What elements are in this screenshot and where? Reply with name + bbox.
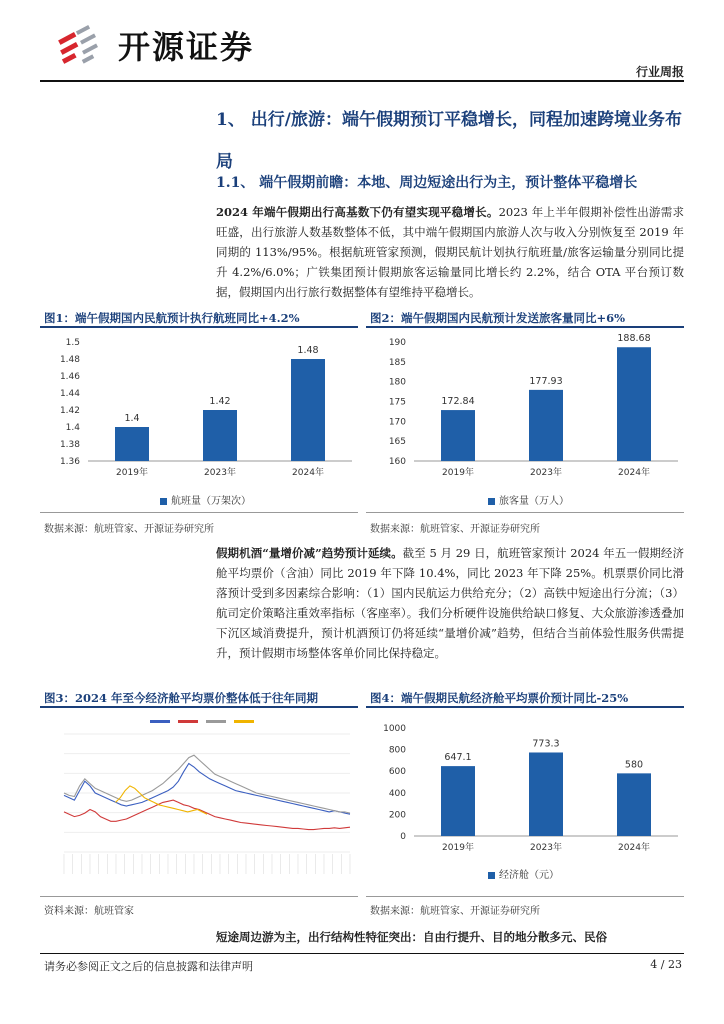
section-title: 1、 出行/旅游：端午假期预订平稳增长，同程加速跨境业务布局 [216,110,682,172]
paragraph-2 [216,543,684,663]
legend-swatch [206,720,226,723]
bar [291,359,325,461]
y-tick-label: 160 [388,457,406,467]
fig2-legend [488,492,569,507]
bar-data-label: 188.68 [617,333,651,345]
x-tick-label: 2019年 [116,468,148,478]
footer-divider [40,953,684,954]
x-tick-label: 2024年 [618,843,650,853]
fig4-rule [366,706,684,708]
paragraph-1-lead: 2024 年端午假期出行高基数下仍有望实现平稳增长。 [216,205,499,219]
paragraph-1 [216,202,684,302]
y-tick-label: 1.44 [59,389,80,399]
bar [617,773,651,836]
y-tick-label: 1.46 [59,372,80,382]
fig3-bottom-rule [40,896,358,897]
fig3-source: 资料来源：航班管家 [44,906,134,917]
y-tick-label: 190 [388,338,406,348]
y-tick-label: 180 [388,377,406,388]
y-tick-label: 1.5 [65,338,80,348]
x-tick-label: 2024年 [618,468,650,478]
y-tick-label: 1.42 [59,406,80,416]
y-tick-label: 165 [388,437,406,448]
bar-data-label: 773.3 [532,738,560,750]
fig4-legend [488,866,559,881]
y-tick-label: 1.38 [59,440,80,450]
bar [115,427,149,461]
fig4-chart [366,720,686,860]
bar [441,766,475,836]
bar [441,410,475,461]
fig1-rule [40,326,358,328]
y-tick-label: 170 [388,417,406,428]
y-tick-label: 1000 [383,724,406,734]
bar-data-label: 172.84 [441,396,475,408]
x-tick-label: 2023年 [204,468,236,478]
header-divider [40,80,684,82]
y-tick-label: 800 [388,745,406,756]
y-tick-label: 200 [388,810,406,821]
fig1-legend [160,492,251,507]
fig2-bottom-rule [366,512,684,513]
paragraph-2-lead: 假期机酒“量增价减”趋势预计延续。 [216,546,403,560]
fig2-source: 数据来源：航班管家、开源证券研究所 [370,524,540,535]
series-line [64,755,350,813]
fig2-rule [366,326,684,328]
legend-swatch [234,720,254,723]
legend-swatch [178,720,198,723]
brand-name: 开源证券 [118,28,255,66]
series-line [116,786,208,814]
bar [617,347,651,461]
fig1-bottom-rule [40,512,358,513]
bar-data-label: 1.4 [124,413,140,424]
paragraph-2-body: 截至 5 月 29 日，航班管家预计 2024 年五一假期经济舱平均票价（含油）同比 2019 年下降 10.4%，同比 2023 年下降 25%。机票票价同比滑落预计受到多因素综合影响：（1）国内民航运力供给充分；（2）高铁中短途出行分流；（3）航司定价策略注重效率指标（客座率）。我们分析硬件设施供给缺口修复、大众旅游渗透叠加下沉区域消费提升，预计机酒预订仍将延续“量增价减”趋势，但结合当前体验性服务供需提升，预计假期市场整体客单价同比保持稳定。 [216,546,684,660]
fig3-title: 图3：2024 年至今经济舱平均票价整体低于往年同期 [44,691,319,705]
legend-swatch [488,872,495,879]
bar-data-label: 1.42 [209,396,231,407]
footer-disclaimer: 请务必参阅正文之后的信息披露和法律声明 [44,960,253,973]
bar [529,390,563,461]
fig4-bottom-rule [366,896,684,897]
x-tick-label: 2023年 [530,843,562,853]
legend-swatch [150,720,170,723]
fig4-title: 图4：端午假期民航经济舱平均票价预计同比-25% [370,691,629,705]
page-number: 4 / 23 [650,958,682,971]
y-tick-label: 1.36 [59,457,80,467]
fig1-source: 数据来源：航班管家、开源证券研究所 [44,524,214,535]
bar-data-label: 177.93 [529,375,563,387]
legend-swatch [160,498,167,505]
x-tick-label: 2019年 [442,468,474,478]
fig3-chart [40,712,358,892]
fig3-rule [40,706,358,708]
x-tick-label: 2019年 [442,843,474,853]
fig1-legend-label: 航班量（万架次） [171,496,251,507]
fig2-chart [366,330,686,492]
y-tick-label: 1.4 [65,423,80,433]
fig4-source: 数据来源：航班管家、开源证券研究所 [370,906,540,917]
bar-data-label: 580 [624,759,644,771]
fig4-legend-label: 经济舱（元） [499,870,559,881]
y-tick-label: 600 [388,767,406,778]
y-tick-label: 175 [388,397,406,408]
y-tick-label: 0 [400,832,406,842]
y-tick-label: 1.48 [59,355,80,365]
paragraph-1-body: 2023 年上半年假期补偿性出游需求旺盛，出行旅游人数基数整体不低，其中端午假期国内旅游人次与收入分别恢复至 2019 年同期的 113%/95%。根据航班管家预测，假期民航计划执行航班量/旅客运输量分别同比提升 4.2%/6.0%；广铁集团预计假期旅客运输量同比增长约 2.2%，结合 OTA 平台预订数据，假期国内出行旅行数据整体有望维持平稳增长。 [216,205,684,299]
bar-data-label: 1.48 [297,345,319,356]
paragraph-3: 短途周边游为主，出行结构性特征突出：自由行提升、目的地分散多元、民俗 [216,930,607,944]
report-type-label: 行业周报 [635,65,684,79]
y-tick-label: 185 [388,357,406,368]
bar [203,410,237,461]
bar [529,752,563,836]
series-line [64,764,350,815]
bar-data-label: 647.1 [444,752,472,764]
x-tick-label: 2024年 [292,468,324,478]
fig2-title: 图2：端午假期国内民航预计发送旅客量同比+6% [370,311,626,325]
fig1-chart [40,330,360,492]
legend-swatch [488,498,495,505]
x-tick-label: 2023年 [530,468,562,478]
subsection-title: 1.1、 端午假期前瞻：本地、周边短途出行为主，预计整体平稳增长 [216,175,638,191]
fig2-legend-label: 旅客量（万人） [499,496,569,507]
y-tick-label: 400 [388,788,406,799]
fig1-title: 图1：端午假期国内民航预计执行航班同比+4.2% [44,311,300,325]
